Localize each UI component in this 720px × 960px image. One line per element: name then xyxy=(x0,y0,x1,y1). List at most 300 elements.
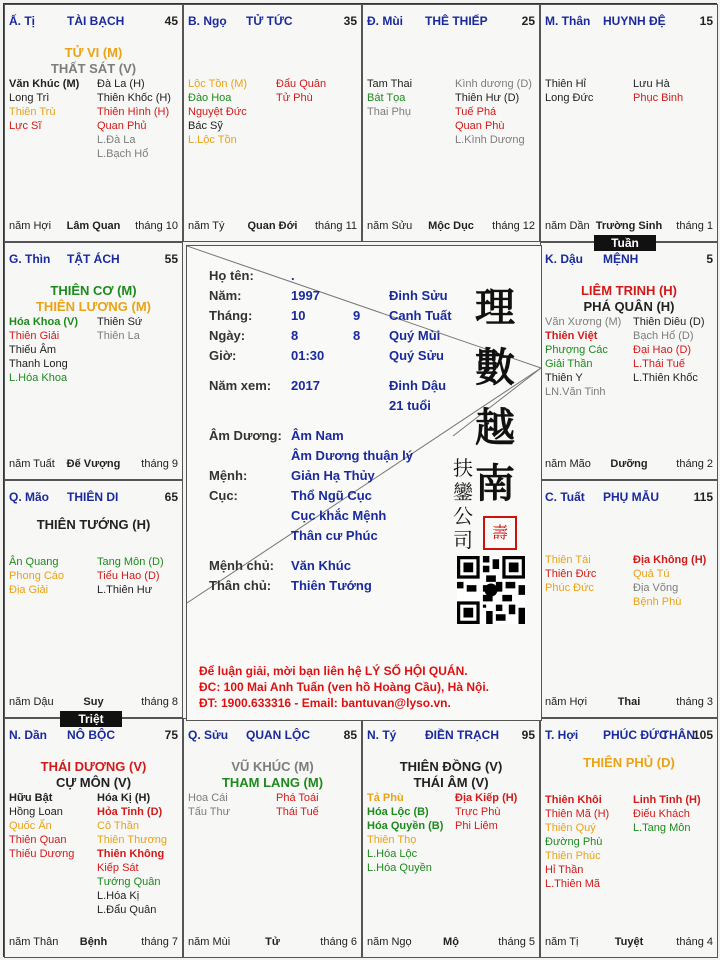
calligraphy-char-1: 理 xyxy=(475,284,515,331)
palace-number: 115 xyxy=(693,490,713,504)
chart-center-info xyxy=(186,245,542,721)
contact-line-1: Để luận giải, mời bạn liên hệ LÝ SỐ HỘI QUÁN. xyxy=(199,664,468,678)
main-star: THÁI ÂM (V) xyxy=(413,775,489,790)
minor-star: Kiếp Sát xyxy=(97,862,139,874)
palace-header xyxy=(188,14,357,28)
minor-star: Thái Tuế xyxy=(276,806,319,818)
palace-footer xyxy=(9,458,178,471)
than-marker: THÂN xyxy=(661,728,695,742)
year-branch: năm Hợi xyxy=(545,696,588,708)
minor-star: Địa Kiếp (H) xyxy=(455,792,518,804)
year-branch: năm Tý xyxy=(188,220,225,232)
minor-stars-left xyxy=(9,77,79,133)
palace-hoi[interactable] xyxy=(540,718,718,958)
tuan-marker: Tuần xyxy=(594,235,656,251)
minor-stars-right xyxy=(97,555,164,597)
hour-label: Giờ: xyxy=(209,348,237,363)
minor-stars-left xyxy=(545,315,621,399)
cuc-label: Cục: xyxy=(209,488,238,503)
year-value: 1997 xyxy=(291,288,320,303)
minor-star: LN.Văn Tinh xyxy=(545,386,606,398)
year-branch: năm Mão xyxy=(545,458,591,470)
minor-stars-right xyxy=(97,77,171,161)
minor-star: Hóa Lộc (B) xyxy=(367,806,429,818)
year-branch: năm Dần xyxy=(545,220,590,232)
month-label: tháng 4 xyxy=(676,936,713,948)
view-year-value: 2017 xyxy=(291,378,320,393)
minor-star: L.Bạch Hổ xyxy=(97,148,149,160)
palace-branch: G. Thìn xyxy=(9,252,51,266)
month-label: tháng 8 xyxy=(141,696,178,708)
minor-star: L.Kình Dương xyxy=(455,134,525,146)
minor-star: Thiên Diêu (D) xyxy=(633,316,705,328)
palace-footer xyxy=(367,220,535,233)
minor-star: Phá Toái xyxy=(276,792,319,804)
palace-number: 15 xyxy=(699,14,713,28)
day-lunar: 8 xyxy=(353,328,361,343)
menh-chu-value: Văn Khúc xyxy=(291,558,351,573)
palace-branch: Q. Sửu xyxy=(188,728,229,742)
minor-star: Bạch Hổ (D) xyxy=(633,330,694,342)
minor-star: L.Hóa Kị xyxy=(97,890,140,902)
minor-star: Thiên Hỉ xyxy=(545,78,586,90)
minor-star: Thiên Đức xyxy=(545,568,597,580)
minor-star: Văn Khúc (M) xyxy=(9,78,80,90)
minor-star: Đại Hao (D) xyxy=(633,344,692,356)
minor-star: Phúc Đức xyxy=(545,582,594,594)
palace-branch: Đ. Mùi xyxy=(367,14,403,28)
palace-header xyxy=(9,490,178,504)
palace-mui[interactable] xyxy=(362,4,540,242)
minor-stars-left xyxy=(367,77,412,119)
year-branch: năm Hợi xyxy=(9,220,52,232)
red-seal-stamp: 壽 xyxy=(483,516,517,550)
main-star: THIÊN TƯỚNG (H) xyxy=(36,517,151,532)
year-branch: năm Tị xyxy=(545,936,579,948)
triet-marker: Triệt xyxy=(60,711,122,727)
minor-star: Tử Phù xyxy=(276,92,313,104)
calligraphy-side-1: 扶 xyxy=(453,456,473,480)
palace-branch: Ấ. Tị xyxy=(9,14,35,28)
minor-star: Thiên Quý xyxy=(545,822,596,834)
life-stage: Trường Sinh xyxy=(595,220,663,232)
minor-star: Lực Sĩ xyxy=(9,120,42,132)
minor-stars-left xyxy=(545,553,596,595)
main-stars xyxy=(5,45,182,77)
minor-star: Điếu Khách xyxy=(633,808,690,820)
minor-star: Tam Thai xyxy=(367,78,413,90)
palace-branch: K. Dậu xyxy=(545,252,584,266)
palace-tuat[interactable] xyxy=(540,480,718,718)
palace-header xyxy=(9,252,178,266)
day-label: Ngày: xyxy=(209,328,246,343)
minor-star: Hoa Cái xyxy=(188,792,228,804)
minor-star: Hóa Kị (H) xyxy=(97,792,151,804)
cuc-value: Thổ Ngũ Cục xyxy=(291,488,372,503)
palace-footer xyxy=(9,220,178,233)
main-star: THIÊN ĐỒNG (V) xyxy=(399,759,503,774)
month-label: tháng 3 xyxy=(676,696,713,708)
palace-footer xyxy=(367,936,535,949)
minor-stars-right xyxy=(276,791,319,819)
palace-name: THIÊN DI xyxy=(67,490,119,504)
palace-ty[interactable] xyxy=(4,4,183,242)
minor-star: L.Đà La xyxy=(97,134,136,146)
contact-line-3[interactable]: ĐT: 1900.633316 - Email: bantuvan@lyso.vn. xyxy=(199,696,451,710)
minor-star: Lưu Hà xyxy=(633,78,670,90)
minor-stars-left xyxy=(188,77,247,147)
minor-stars-right xyxy=(633,553,706,609)
minor-star: Thiên Quan xyxy=(9,834,67,846)
palace-name: ĐIỀN TRẠCH xyxy=(425,728,499,742)
palace-footer xyxy=(545,696,713,709)
main-stars xyxy=(184,759,361,791)
palace-name: PHÚC ĐỨC xyxy=(603,728,668,742)
month-can: Canh Tuất xyxy=(389,308,452,323)
main-stars xyxy=(541,755,717,771)
minor-star: Thiên Y xyxy=(545,372,583,384)
main-stars xyxy=(5,759,182,791)
minor-stars-right xyxy=(633,77,683,105)
year-branch: năm Tuất xyxy=(9,458,55,470)
month-label: tháng 6 xyxy=(320,936,357,948)
minor-star: Địa Võng xyxy=(633,582,679,594)
minor-star: Đà La (H) xyxy=(97,78,145,90)
minor-star: Thiên Khôi xyxy=(545,794,602,806)
minor-star: L.Hóa Quyền xyxy=(367,862,432,874)
main-star: VŨ KHÚC (M) xyxy=(231,759,314,774)
minor-star: L.Thiên Mã xyxy=(545,878,601,890)
palace-header xyxy=(367,728,535,742)
calligraphy-side-2: 鑾 xyxy=(453,480,473,504)
contact-line-2: ĐC: 100 Mai Anh Tuấn (ven hồ Hoàng Cầu), Hà Nội. xyxy=(199,680,490,694)
year-label: Năm: xyxy=(209,288,242,303)
month-value: 10 xyxy=(291,308,306,323)
minor-stars-right xyxy=(276,77,326,105)
minor-stars-right xyxy=(455,791,517,833)
life-stage: Suy xyxy=(83,696,104,708)
palace-dan[interactable] xyxy=(4,718,183,958)
life-stage: Lâm Quan xyxy=(66,220,121,232)
calligraphy-char-2: 數 xyxy=(475,344,515,391)
main-star: THIÊN LƯƠNG (M) xyxy=(35,299,152,314)
life-stage: Dưỡng xyxy=(610,458,648,470)
palace-header xyxy=(545,14,713,28)
main-star: THIÊN CƠ (M) xyxy=(50,283,137,298)
year-branch: năm Mùi xyxy=(188,936,231,948)
palace-header xyxy=(188,728,357,742)
palace-thin[interactable] xyxy=(4,242,183,480)
calligraphy-char-3: 越 xyxy=(475,404,515,451)
palace-number: 85 xyxy=(343,728,357,742)
palace-number: 95 xyxy=(521,728,535,742)
palace-number: 105 xyxy=(692,728,713,742)
menh-chu-label: Mệnh chủ: xyxy=(209,558,274,573)
minor-star: L.Thiên Khốc xyxy=(633,372,698,384)
life-stage: Mộ xyxy=(443,936,459,948)
month-label: tháng 11 xyxy=(314,220,357,232)
life-stage: Tuyệt xyxy=(614,936,644,948)
palace-mao[interactable] xyxy=(4,480,183,718)
minor-star: Quan Phủ xyxy=(97,120,147,132)
calligraphy-side-4: 司 xyxy=(453,528,473,552)
minor-star: Tuế Phá xyxy=(455,106,497,118)
main-star: LIÊM TRINH (H) xyxy=(580,283,678,298)
minor-star: Tả Phù xyxy=(367,792,404,804)
palace-branch: T. Hợi xyxy=(545,728,579,742)
minor-star: Thiên La xyxy=(97,330,140,342)
minor-stars-right xyxy=(455,77,532,147)
main-star: THÁI DƯƠNG (V) xyxy=(40,759,147,774)
palace-name: TÀI BẠCH xyxy=(67,14,125,28)
menh-label: Mệnh: xyxy=(209,468,248,483)
month-label: tháng 1 xyxy=(676,220,713,232)
minor-stars-right xyxy=(633,315,705,385)
main-stars xyxy=(5,517,182,533)
minor-star: Bác Sỹ xyxy=(188,120,223,132)
minor-stars-left xyxy=(9,791,74,861)
minor-star: Phi Liêm xyxy=(455,820,498,832)
minor-star: Long Đức xyxy=(545,92,594,104)
minor-stars-left xyxy=(188,791,230,819)
palace-number: 5 xyxy=(706,252,713,266)
life-stage: Mộc Dục xyxy=(428,220,474,232)
palace-number: 55 xyxy=(164,252,178,266)
year-branch: năm Sửu xyxy=(367,220,413,232)
main-stars xyxy=(541,283,717,315)
main-star: THIÊN PHỦ (D) xyxy=(583,755,675,770)
minor-star: Trực Phù xyxy=(455,806,501,818)
minor-star: Tang Môn (D) xyxy=(97,556,164,568)
cuc-note-2: Thân cư Phúc xyxy=(291,528,378,543)
life-stage: Thai xyxy=(617,696,641,708)
life-stage: Tử xyxy=(265,936,280,948)
view-year-label: Năm xem: xyxy=(209,378,272,393)
minor-star: Văn Xương (M) xyxy=(545,316,622,328)
minor-star: Địa Không (H) xyxy=(633,554,707,566)
calligraphy-side-3: 公 xyxy=(453,504,473,528)
menh-value: Giản Hạ Thủy xyxy=(291,468,375,483)
minor-star: Hữu Bật xyxy=(9,792,53,804)
palace-number: 45 xyxy=(164,14,178,28)
name-value: . xyxy=(291,268,295,283)
palace-ngo[interactable] xyxy=(183,4,362,242)
minor-stars-right xyxy=(633,793,701,835)
minor-star: Linh Tinh (H) xyxy=(633,794,701,806)
minor-star: Hóa Quyền (B) xyxy=(367,820,444,832)
amduong-note: Âm Dương thuận lý xyxy=(291,448,413,463)
palace-header xyxy=(9,14,178,28)
minor-star: Thiên Hư (D) xyxy=(455,92,520,104)
minor-star: Thiên Giải xyxy=(9,330,60,342)
palace-ty2[interactable] xyxy=(362,718,540,958)
minor-star: Thanh Long xyxy=(9,358,68,370)
palace-number: 25 xyxy=(521,14,535,28)
palace-footer xyxy=(545,458,713,471)
palace-footer xyxy=(545,220,713,233)
minor-star: L.Hóa Lộc xyxy=(367,848,418,860)
month-label: tháng 9 xyxy=(141,458,178,470)
minor-star: Thiên Sứ xyxy=(97,316,143,328)
minor-stars-left xyxy=(9,555,64,597)
palace-dau[interactable] xyxy=(540,242,718,480)
palace-header xyxy=(545,252,713,266)
month-label: Tháng: xyxy=(209,308,253,323)
palace-name: NÔ BỘC xyxy=(67,728,115,742)
minor-star: Thiên Thọ xyxy=(367,834,417,846)
minor-star: Thiên Phúc xyxy=(545,850,601,862)
month-label: tháng 12 xyxy=(492,220,535,232)
minor-star: Phượng Các xyxy=(545,344,608,356)
minor-star: Cô Thần xyxy=(97,820,139,832)
minor-star: Đào Hoa xyxy=(188,92,232,104)
palace-branch: N. Dần xyxy=(9,728,48,742)
palace-name: TỬ TỨC xyxy=(246,14,293,28)
than-chu-value: Thiên Tướng xyxy=(291,578,372,593)
minor-star: Địa Giải xyxy=(9,584,49,596)
palace-number: 35 xyxy=(343,14,357,28)
palace-branch: C. Tuất xyxy=(545,490,585,504)
minor-star: Bệnh Phù xyxy=(633,596,682,608)
palace-name: QUAN LỘC xyxy=(246,728,310,742)
main-star: THẤT SÁT (V) xyxy=(50,61,137,76)
palace-name: TẬT ÁCH xyxy=(67,252,120,266)
minor-star: Thiên Hình (H) xyxy=(97,106,170,118)
minor-star: Tiểu Hao (D) xyxy=(97,570,160,582)
minor-star: L.Hóa Khoa xyxy=(9,372,68,384)
minor-star: Thiên Việt xyxy=(545,330,598,342)
main-star: TỬ VI (M) xyxy=(64,45,123,60)
palace-footer xyxy=(188,936,357,949)
year-branch: năm Dậu xyxy=(9,696,54,708)
name-label: Họ tên: xyxy=(209,268,254,283)
palace-branch: B. Ngọ xyxy=(188,14,227,28)
minor-star: Tướng Quân xyxy=(97,876,161,888)
minor-star: Thiên Tài xyxy=(545,554,591,566)
minor-stars-left xyxy=(367,791,443,875)
minor-star: Ân Quang xyxy=(9,556,59,568)
calligraphy-char-4: 南 xyxy=(475,460,515,507)
month-label: tháng 10 xyxy=(135,220,178,232)
minor-stars-left xyxy=(545,77,593,105)
minor-star: Thiếu Âm xyxy=(9,344,57,356)
main-star: THAM LANG (M) xyxy=(221,775,324,790)
minor-stars-right xyxy=(97,791,167,917)
month-label: tháng 5 xyxy=(498,936,535,948)
minor-star: Phục Binh xyxy=(633,92,684,104)
amduong-label: Âm Dương: xyxy=(209,428,282,443)
palace-branch: M. Thân xyxy=(545,14,591,28)
main-stars xyxy=(363,759,539,791)
minor-star: Tấu Thư xyxy=(188,806,231,818)
palace-header xyxy=(9,728,178,742)
palace-footer xyxy=(188,220,357,233)
palace-than[interactable] xyxy=(540,4,718,242)
minor-star: Quả Tú xyxy=(633,568,670,580)
minor-star: Hóa Khoa (V) xyxy=(9,316,79,328)
month-label: tháng 7 xyxy=(141,936,178,948)
hour-value: 01:30 xyxy=(291,348,325,363)
minor-stars-right xyxy=(97,315,142,343)
month-label: tháng 2 xyxy=(676,458,713,470)
amduong-value: Âm Nam xyxy=(291,428,344,443)
palace-name: PHỤ MẪU xyxy=(603,490,659,504)
minor-star: Thai Phụ xyxy=(367,106,412,118)
day-value: 8 xyxy=(291,328,299,343)
minor-star: L.Đẩu Quân xyxy=(97,904,157,916)
year-branch: năm Thân xyxy=(9,936,59,948)
life-stage: Bệnh xyxy=(79,936,108,948)
minor-star: Quan Phù xyxy=(455,120,505,132)
day-can: Quý Mùi xyxy=(389,328,441,343)
palace-number: 65 xyxy=(164,490,178,504)
minor-star: Thiên Thương xyxy=(97,834,168,846)
minor-star: L.Tang Môn xyxy=(633,822,691,834)
minor-star: Quốc Ấn xyxy=(9,820,52,832)
palace-footer xyxy=(9,936,178,949)
hour-can: Quý Sửu xyxy=(389,348,444,363)
minor-star: Phong Cáo xyxy=(9,570,65,582)
minor-star: Bát Tọa xyxy=(367,92,406,104)
palace-suu[interactable] xyxy=(183,718,362,958)
palace-number: 75 xyxy=(164,728,178,742)
minor-star: Hồng Loan xyxy=(9,806,63,818)
minor-star: Thiên Khốc (H) xyxy=(97,92,171,104)
palace-branch: N. Tý xyxy=(367,728,397,742)
main-star: CỰ MÔN (V) xyxy=(55,775,132,790)
minor-star: Thiên Mã (H) xyxy=(545,808,610,820)
year-branch: năm Ngọ xyxy=(367,936,412,948)
minor-star: L.Thiên Hư xyxy=(97,584,153,596)
minor-star: Long Trì xyxy=(9,92,50,104)
palace-branch: Q. Mão xyxy=(9,490,50,504)
minor-star: Đường Phù xyxy=(545,836,603,848)
palace-name: MỆNH xyxy=(603,252,639,266)
palace-footer xyxy=(9,696,178,709)
palace-name: THÊ THIẾP xyxy=(425,14,488,28)
life-stage: Đế Vượng xyxy=(66,458,121,470)
palace-header xyxy=(545,490,713,504)
minor-star: Hỉ Thần xyxy=(545,864,584,876)
age-value: 21 tuổi xyxy=(389,398,431,413)
than-chu-label: Thân chủ: xyxy=(209,578,272,593)
palace-name: HUYNH ĐỆ xyxy=(603,14,666,28)
minor-star: Thiên Không xyxy=(97,848,165,860)
tuvi-chart-board xyxy=(3,3,717,957)
palace-header xyxy=(367,14,535,28)
minor-star: L.Thái Tuế xyxy=(633,358,685,370)
minor-star: Đẩu Quân xyxy=(276,78,327,90)
minor-star: Thiếu Dương xyxy=(9,848,75,860)
minor-star: Hỏa Tinh (D) xyxy=(97,806,163,818)
minor-stars-left xyxy=(545,793,609,891)
life-stage: Quan Đới xyxy=(247,220,298,232)
main-stars xyxy=(5,283,182,315)
minor-star: Nguyệt Đức xyxy=(188,106,247,118)
minor-star: Lộc Tồn (M) xyxy=(188,78,248,90)
minor-star: Giải Thần xyxy=(545,358,593,370)
qr-code-icon[interactable] xyxy=(457,556,525,624)
cuc-note-1: Cục khắc Mệnh xyxy=(291,508,387,523)
main-star: PHÁ QUÂN (H) xyxy=(583,299,675,314)
month-lunar: 9 xyxy=(353,308,361,323)
minor-star: Thiên Trù xyxy=(9,106,56,118)
palace-footer xyxy=(545,936,713,949)
view-year-can: Đinh Dậu xyxy=(389,378,447,393)
year-can: Đinh Sửu xyxy=(389,288,448,303)
minor-star: Kình dương (D) xyxy=(455,78,532,90)
minor-stars-left xyxy=(9,315,78,385)
